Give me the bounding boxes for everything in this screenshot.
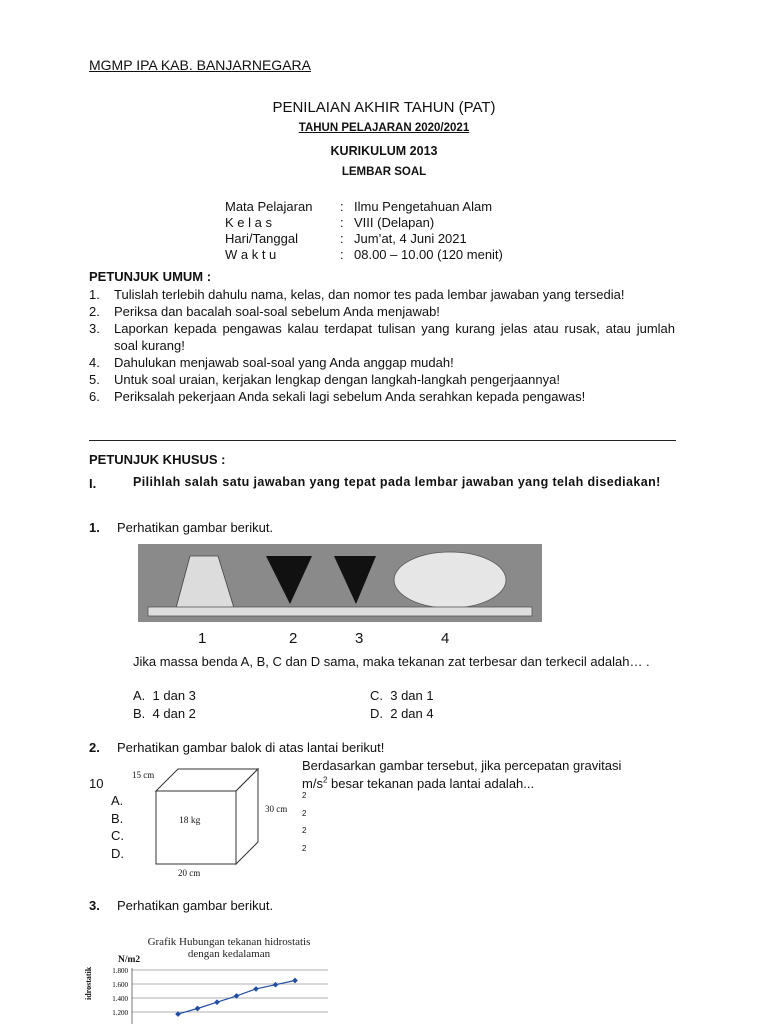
question-prompt: Perhatikan gambar berikut. bbox=[117, 898, 274, 913]
answer-option[interactable]: C. bbox=[111, 828, 124, 843]
chart-data-point bbox=[292, 978, 298, 984]
answer-option[interactable]: B. bbox=[111, 811, 124, 826]
info-label: W a k t u bbox=[225, 247, 277, 262]
question-number: 3. bbox=[89, 898, 100, 913]
info-sep: : bbox=[340, 231, 344, 246]
option-superscript: 2 bbox=[302, 844, 307, 853]
info-label: Hari/Tanggal bbox=[225, 231, 298, 246]
question-text-line: Berdasarkan gambar tersebut, jika percepatan gravitasi bbox=[302, 758, 622, 773]
section-number: I. bbox=[89, 476, 97, 491]
option-key: C. bbox=[370, 688, 383, 703]
instruction-item bbox=[89, 371, 675, 388]
instruction-number: 3. bbox=[89, 321, 100, 336]
instruction-text: Periksa dan bacalah soal-soal sebelum Anda menjawab! bbox=[114, 304, 440, 319]
answer-option[interactable] bbox=[370, 687, 434, 704]
exam-year: TAHUN PELAJARAN 2020/2021 bbox=[298, 122, 470, 134]
option-key: B. bbox=[133, 706, 146, 721]
info-row bbox=[225, 214, 525, 230]
answer-option[interactable]: A. bbox=[111, 793, 124, 808]
instruction-number: 2. bbox=[89, 304, 100, 319]
chart-data-point bbox=[214, 999, 220, 1005]
instruction-text: Dahulukan menjawab soal-soal yang Anda anggap mudah! bbox=[114, 355, 454, 370]
instruction-text: Tulislah terlebih dahulu nama, kelas, dan nomor tes pada lembar jawaban yang tersedia! bbox=[114, 287, 625, 302]
info-label: K e l a s bbox=[225, 215, 272, 230]
question-prompt: Perhatikan gambar balok di atas lantai berikut! bbox=[117, 740, 385, 755]
instruction-text: Periksalah pekerjaan Anda sekali lagi sebelum Anda serahkan kepada pengawas! bbox=[114, 389, 586, 404]
chart-data-point bbox=[195, 1006, 201, 1012]
chart-y-ticks bbox=[112, 967, 128, 1024]
box-front-face bbox=[156, 791, 236, 864]
question-text-rest: besar tekanan pada lantai adalah... bbox=[327, 776, 535, 791]
question-number: 1. bbox=[89, 520, 100, 535]
info-value: 08.00 – 10.00 (120 menit) bbox=[354, 247, 503, 262]
chart-y-unit: N/m2 bbox=[118, 955, 141, 965]
mass-label: 18 kg bbox=[179, 816, 201, 826]
instruction-text: Laporkan kepada pengawas kalau terdapat tulisan yang kurang jelas atau rusak, atau jumlah soal kurang! bbox=[114, 321, 675, 353]
dimension-label-top: 15 cm bbox=[132, 770, 155, 780]
shape-label: 2 bbox=[289, 630, 298, 647]
instruction-text: Untuk soal uraian, kerjakan lengkap dengan langkah-langkah pengerjaannya! bbox=[114, 372, 560, 387]
chart-data-point bbox=[273, 982, 279, 988]
exam-curriculum: KURIKULUM 2013 bbox=[330, 144, 438, 158]
exam-title: PENILAIAN AKHIR TAHUN (PAT) bbox=[272, 99, 496, 116]
question-text-lead: 10 bbox=[89, 776, 104, 791]
q1-shapes-figure bbox=[138, 544, 542, 622]
chart-y-tick-label: 1.800 bbox=[112, 967, 128, 975]
exam-sheet-title: LEMBAR SOAL bbox=[341, 166, 427, 178]
answer-option[interactable] bbox=[133, 687, 196, 704]
instruction-item bbox=[89, 286, 675, 303]
option-text: 3 dan 1 bbox=[390, 688, 434, 703]
exam-info bbox=[225, 198, 525, 262]
question-text: Jika massa benda A, B, C dan D sama, maka tekanan zat terbesar dan terkecil adalah… . bbox=[133, 654, 650, 669]
question-text-line bbox=[302, 775, 534, 792]
floor-surface bbox=[148, 607, 532, 616]
instruction-number: 6. bbox=[89, 389, 100, 404]
instruction-item bbox=[89, 320, 675, 354]
section-instruction: Pilihlah salah satu jawaban yang tepat pada lembar jawaban yang telah disediakan! bbox=[133, 475, 661, 489]
answer-option[interactable] bbox=[370, 705, 434, 722]
shape-label: 1 bbox=[198, 630, 207, 647]
chart-data-point bbox=[253, 986, 259, 992]
chart-title-line: Grafik Hubungan tekanan hidrostatis bbox=[147, 936, 311, 948]
question-number: 2. bbox=[89, 740, 100, 755]
chart-y-axis-label: idrostatik bbox=[84, 966, 93, 1000]
option-key: D. bbox=[370, 706, 383, 721]
instruction-number: 5. bbox=[89, 372, 100, 387]
chart-y-tick-label: 1.600 bbox=[112, 981, 128, 989]
info-sep: : bbox=[340, 199, 344, 214]
instruction-number: 4. bbox=[89, 355, 100, 370]
dimension-label-bottom: 20 cm bbox=[178, 868, 201, 878]
instruction-item bbox=[89, 303, 675, 320]
info-value: Jum’at, 4 Juni 2021 bbox=[354, 231, 467, 246]
chart-y-tick-label: 1.200 bbox=[112, 1009, 128, 1017]
instruction-number: 1. bbox=[89, 287, 100, 302]
option-key: A. bbox=[133, 688, 146, 703]
answer-option[interactable]: D. bbox=[111, 846, 124, 861]
info-label: Mata Pelajaran bbox=[225, 199, 313, 214]
dimension-label-side: 30 cm bbox=[265, 804, 288, 814]
info-value: VIII (Delapan) bbox=[354, 215, 435, 230]
special-heading: PETUNJUK KHUSUS : bbox=[89, 452, 226, 467]
shape-label: 3 bbox=[355, 630, 364, 647]
option-superscript: 2 bbox=[302, 826, 307, 835]
info-value: Ilmu Pengetahuan Alam bbox=[354, 199, 493, 214]
option-text: 2 dan 4 bbox=[390, 706, 434, 721]
info-sep: : bbox=[340, 215, 344, 230]
org-header: MGMP IPA KAB. BANJARNEGARA bbox=[89, 57, 311, 73]
option-superscript: 2 bbox=[302, 791, 307, 800]
option-superscript: 2 bbox=[302, 809, 307, 818]
instruction-item bbox=[89, 354, 675, 371]
chart-y-tick-label: 1.400 bbox=[112, 995, 128, 1003]
shape-label: 4 bbox=[441, 630, 450, 647]
info-row bbox=[225, 246, 525, 262]
option-text: 4 dan 2 bbox=[152, 706, 196, 721]
unit-superscript: 2 bbox=[322, 775, 328, 785]
ellipse-shape bbox=[394, 552, 506, 608]
chart-series bbox=[175, 978, 298, 1017]
question-prompt: Perhatikan gambar berikut. bbox=[117, 520, 274, 535]
unit-text: m/s bbox=[302, 776, 323, 791]
chart-title-line: dengan kedalaman bbox=[187, 948, 271, 960]
instruction-item bbox=[89, 388, 675, 405]
general-heading: PETUNJUK UMUM : bbox=[89, 269, 212, 284]
info-row bbox=[225, 198, 525, 214]
pressure-depth-chart bbox=[96, 962, 336, 1024]
info-sep: : bbox=[340, 247, 344, 262]
section-divider bbox=[89, 440, 676, 441]
info-row bbox=[225, 230, 525, 246]
option-text: 1 dan 3 bbox=[152, 688, 196, 703]
general-instructions bbox=[89, 286, 675, 405]
box-figure bbox=[150, 763, 260, 867]
chart-grid bbox=[132, 968, 328, 1024]
answer-option[interactable] bbox=[133, 705, 196, 722]
